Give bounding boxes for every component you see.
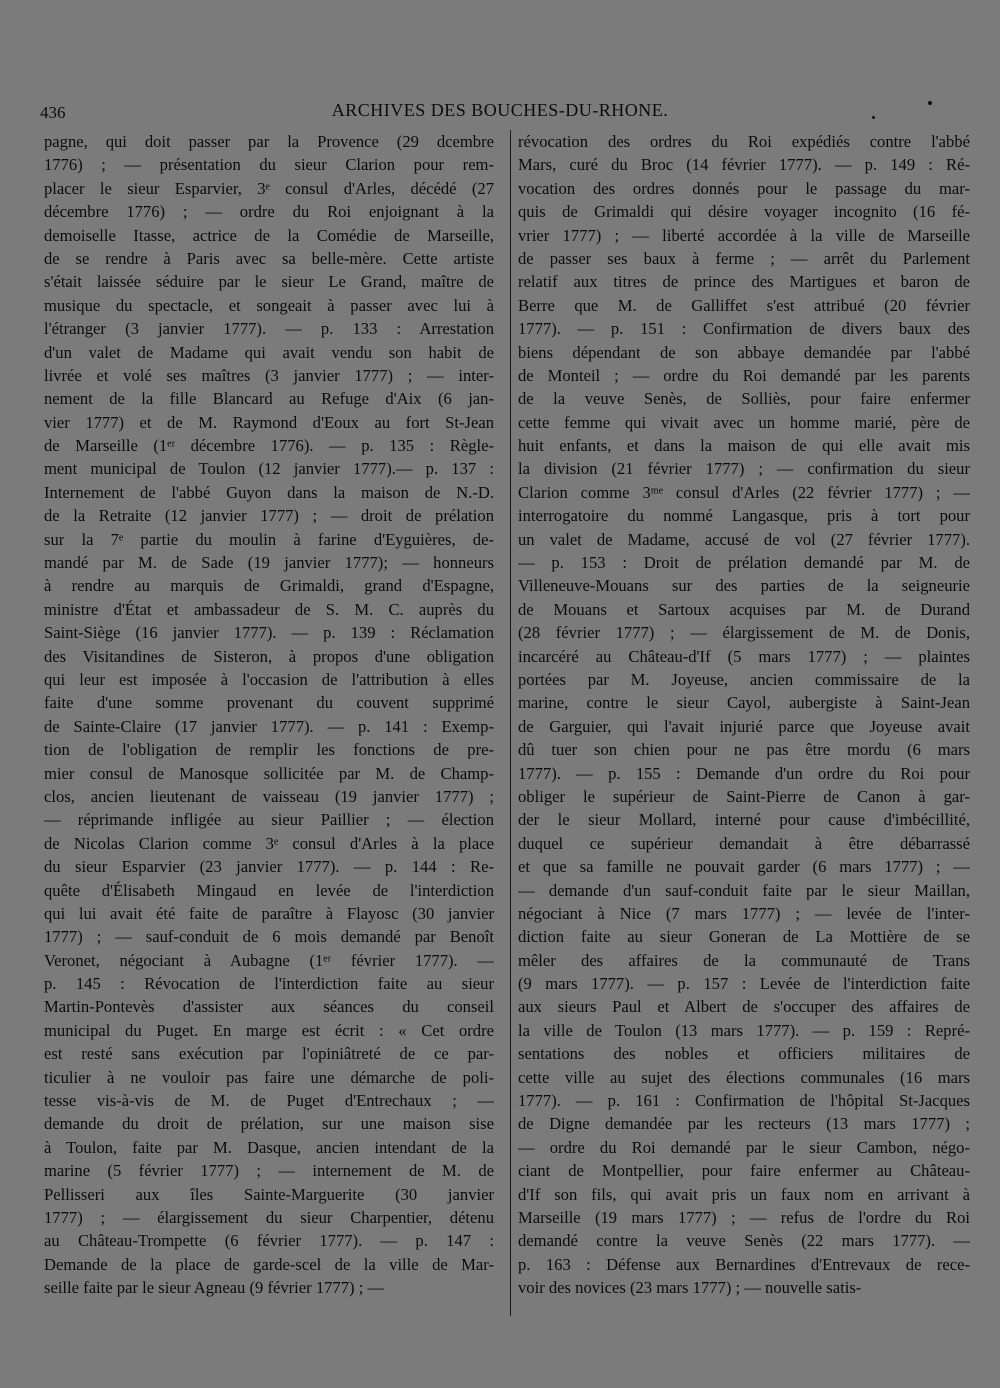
text-line: Martin-Pontevès d'assister aux séances du conseil: [44, 997, 494, 1017]
text-line: Berre que M. de Galliffet s'est attribué (20 février: [518, 295, 970, 315]
text-line: sentations des nobles et officiers militaires de: [518, 1044, 970, 1064]
text-line: Demande de la place de garde-scel de la ville de Mar-: [44, 1254, 494, 1274]
text-line: demandé contre la veuve Senès (22 mars 1777). —: [518, 1231, 970, 1251]
text-line: huit enfants, et dans la maison de qui elle avait mis: [518, 436, 970, 456]
text-line: 1777). — p. 161 : Confirmation de l'hôpital St-Jacques: [518, 1091, 970, 1111]
text-line: faite d'une somme provenant du couvent supprimé: [44, 693, 494, 713]
text-line: municipal du Puget. En marge est écrit : « Cet ordre: [44, 1020, 494, 1040]
text-line: 1777) ; — élargissement du sieur Charpentier, détenu: [44, 1207, 494, 1227]
text-line: biens dépendant de son abbaye demandée par l'abbé: [518, 342, 970, 362]
text-line: de la Retraite (12 janvier 1777) ; — droit de prélation: [44, 506, 494, 526]
text-line: négociant à Nice (7 mars 1777) ; — levée de l'inter-: [518, 903, 970, 923]
text-line: mandé par M. de Sade (19 janvier 1777); — honneurs: [44, 553, 494, 573]
text-line: de Nicolas Clarion comme 3ᵉ consul d'Arles à la place: [44, 833, 494, 853]
text-line: à Toulon, faite par M. Dasque, ancien intendant de la: [44, 1137, 494, 1157]
text-line: qui lui avait été faite de paraître à Flayosc (30 janvier: [44, 903, 494, 923]
text-line: Clarion comme 3ᵐᵉ consul d'Arles (22 février 1777) ; —: [518, 482, 970, 502]
text-line: nement de la fille Blancard au Refuge d'Aix (6 jan-: [44, 389, 494, 409]
text-line: cette femme qui vivait avec un homme marié, père de: [518, 412, 970, 432]
text-line: quête d'Élisabeth Mingaud en levée de l'interdiction: [44, 880, 494, 900]
text-line: l'étranger (3 janvier 1777). — p. 133 : Arrestation: [44, 319, 494, 339]
text-line: incarcéré au Château-d'If (5 mars 1777) ; — plaintes: [518, 646, 970, 666]
ink-speck: [872, 116, 875, 119]
text-line: (9 mars 1777). — p. 157 : Levée de l'interdiction faite: [518, 974, 970, 994]
text-line: révocation des ordres du Roi expédiés contre l'abbé: [518, 132, 970, 151]
text-line: d'un valet de Madame qui avait vendu son habit de: [44, 342, 494, 362]
text-line: diction faite au sieur Goneran de La Mottière de se: [518, 927, 970, 947]
text-line: qui leur est imposée à l'occasion de l'attribution à elles: [44, 669, 494, 689]
text-line: à rendre au marquis de Grimaldi, grand d'Espagne,: [44, 576, 494, 596]
text-line: p. 145 : Révocation de l'interdiction faite au sieur: [44, 974, 494, 994]
text-line: Saint-Siège (16 janvier 1777). — p. 139 : Réclamation: [44, 623, 494, 643]
running-head: ARCHIVES DES BOUCHES-DU-RHONE.: [331, 100, 669, 120]
text-line: de passer ses baux à ferme ; — arrêt du Parlement: [518, 248, 970, 268]
text-line: est resté sans exécution par l'opiniâtreté de ce par-: [44, 1044, 494, 1064]
text-line: Villeneuve-Mouans sur des parties de la seigneurie: [518, 576, 970, 596]
text-line: du sieur Esparvier (23 janvier 1777). — p. 144 : Re-: [44, 857, 494, 877]
text-line: marine (5 février 1777) ; — internement de M. de: [44, 1161, 494, 1181]
text-line: obliger le supérieur de Saint-Pierre de Canon à gar-: [518, 786, 970, 806]
text-line: interrogatoire du nommé Langasque, pris à tort pour: [518, 506, 970, 526]
text-line: der le sieur Mollard, interné pour cause d'imbécillité,: [518, 810, 970, 830]
left-column: [44, 130, 494, 1300]
text-line: — réprimande infligée au sieur Paillier ; — élection: [44, 810, 494, 830]
text-line: 1777) ; — sauf-conduit de 6 mois demandé par Benoît: [44, 927, 494, 947]
text-line: de Digne demandée par les recteurs (13 mars 1777) ;: [518, 1114, 970, 1134]
text-line: la ville de Toulon (13 mars 1777). — p. 159 : Repré-: [518, 1020, 970, 1040]
text-line: ticulier à ne vouloir pas faire une démarche de poli-: [44, 1067, 494, 1087]
text-line: de la veuve Senès, de Solliès, pour faire enfermer: [518, 389, 970, 409]
text-line: de Monteil ; — ordre du Roi demandé par les parents: [518, 365, 970, 385]
text-line: un valet de Madame, accusé de vol (27 février 1777).: [518, 529, 970, 549]
text-line: de Mouans et Sartoux acquises par M. de Durand: [518, 599, 970, 619]
text-line: — p. 153 : Droit de prélation demandé par M. de: [518, 553, 970, 573]
text-line: mier consul de Manosque sollicitée par M. de Champ-: [44, 763, 494, 783]
text-line: 1777). — p. 155 : Demande d'un ordre du Roi pour: [518, 763, 970, 783]
text-line: duquel ce supérieur demandait à être débarrassé: [518, 833, 970, 853]
text-line: 1776) ; — présentation du sieur Clarion pour rem-: [44, 155, 494, 175]
text-line: ment municipal de Toulon (12 janvier 1777).— p. 137 :: [44, 459, 494, 479]
text-line: tesse vis-à-vis de M. de Puget d'Entrechaux ; —: [44, 1091, 494, 1111]
text-line: musique du spectacle, et songeait à passer avec lui à: [44, 295, 494, 315]
ink-speck: [928, 101, 932, 105]
text-line: Internement de l'abbé Guyon dans la maison de N.-D.: [44, 482, 494, 502]
text-line: — ordre du Roi demandé par le sieur Cambon, négo-: [518, 1137, 970, 1157]
text-line: de Sainte-Claire (17 janvier 1777). — p. 141 : Exemp-: [44, 716, 494, 736]
text-line: clos, ancien lieutenant de vaisseau (19 janvier 1777) ;: [44, 786, 494, 806]
text-line: ministre d'État et ambassadeur de S. M. C. auprès du: [44, 599, 494, 619]
text-line: relatif aux titres de prince des Martigues et baron de: [518, 272, 970, 292]
text-line: cette ville au sujet des élections communales (16 mars: [518, 1067, 970, 1087]
text-line: et que sa famille ne pouvait garder (6 mars 1777) ; —: [518, 857, 970, 877]
text-line: ciant de Montpellier, pour faire enfermer au Château-: [518, 1161, 970, 1181]
column-rule: [510, 130, 511, 1316]
text-line: de Marseille (1ᵉʳ décembre 1776). — p. 135 : Règle-: [44, 436, 494, 456]
text-line: dû tuer son chien pour ne pas être mordu (6 mars: [518, 740, 970, 760]
text-line: tion de l'obligation de remplir les fonctions de pre-: [44, 740, 494, 760]
text-line: 1777). — p. 151 : Confirmation de divers baux des: [518, 319, 970, 339]
text-line: de se rendre à Paris avec sa belle-mère. Cette artiste: [44, 248, 494, 268]
text-line: mêler des affaires de la communauté de Trans: [518, 950, 970, 970]
text-line: s'était laissée séduire par le sieur Le Grand, maître de: [44, 272, 494, 292]
text-line: décembre 1776) ; — ordre du Roi enjoignant à la: [44, 202, 494, 222]
text-line: Mars, curé du Broc (14 février 1777). — p. 149 : Ré-: [518, 155, 970, 175]
text-line: Marseille (19 mars 1777) ; — refus de l'ordre du Roi: [518, 1207, 970, 1227]
text-line: de Garguier, qui l'avait injurié parce que Joyeuse avait: [518, 716, 970, 736]
text-line: marine, contre le sieur Cayol, aubergiste à Saint-Jean: [518, 693, 970, 713]
text-line: sur la 7ᵉ partie du moulin à farine d'Eyguières, de-: [44, 529, 494, 549]
text-line: — demande d'un sauf-conduit faite par le sieur Maillan,: [518, 880, 970, 900]
text-line: demande du droit de prélation, sur une maison sise: [44, 1114, 494, 1134]
right-column: [518, 130, 970, 1300]
page-number: 436: [40, 103, 66, 122]
text-line: demoiselle Itasse, actrice de la Comédie de Marseille,: [44, 225, 494, 245]
text-line: des Visitandines de Sisteron, à propos d'une obligation: [44, 646, 494, 666]
text-line: Veronet, négociant à Aubagne (1ᵉʳ février 1777). —: [44, 950, 494, 970]
text-line: (28 février 1777) ; — élargissement de M. de Donis,: [518, 623, 970, 643]
text-line: portées par M. Joyeuse, ancien commissaire de la: [518, 669, 970, 689]
text-line: placer le sieur Esparvier, 3ᵉ consul d'Arles, décédé (27: [44, 178, 494, 198]
text-line: livrée et volé ses maîtres (3 janvier 1777) ; — inter-: [44, 365, 494, 385]
text-line: Pellisseri aux îles Sainte-Marguerite (30 janvier: [44, 1184, 494, 1204]
text-line: vrier 1777) ; — liberté accordée à la ville de Marseille: [518, 225, 970, 245]
text-line: au Château-Trompette (6 février 1777). — p. 147 :: [44, 1231, 494, 1251]
text-line: la division (21 février 1777) ; — confirmation du sieur: [518, 459, 970, 479]
text-line: p. 163 : Défense aux Bernardines d'Entrevaux de rece-: [518, 1254, 970, 1274]
text-line: vocation des ordres donnés pour le passage du mar-: [518, 178, 970, 198]
text-line: aux sieurs Paul et Albert de s'occuper des affaires de: [518, 997, 970, 1017]
text-line: quis de Grimaldi qui désire voyager incognito (16 fé-: [518, 202, 970, 222]
text-line: vier 1777) et de M. Raymond d'Eoux au fort St-Jean: [44, 412, 494, 432]
text-line: d'If son fils, qui avait pris un faux nom en arrivant à: [518, 1184, 970, 1204]
text-line: voir des novices (23 mars 1777) ; — nouvelle satis-: [518, 1278, 862, 1298]
text-line: seille faite par le sieur Agneau (9 février 1777) ; —: [44, 1278, 385, 1298]
text-line: pagne, qui doit passer par la Provence (29 dcembre: [44, 132, 494, 151]
